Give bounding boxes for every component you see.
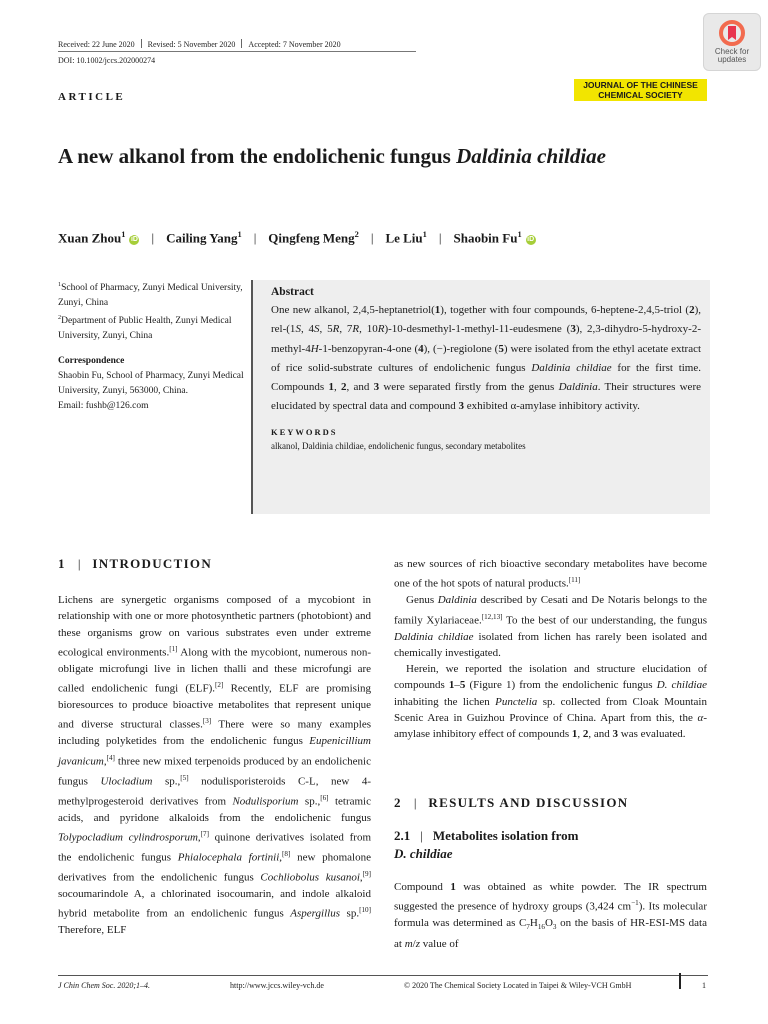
author[interactable]: Qingfeng Meng$^2$ [268, 229, 359, 246]
separator [141, 39, 142, 48]
journal-name-line2: CHEMICAL SOCIETY [598, 90, 683, 100]
article-type: ARTICLE [58, 91, 126, 103]
correspondence-email[interactable]: Email: fushb@126.com [58, 401, 149, 412]
bookmark-icon [719, 20, 745, 46]
affiliation-1: $^1$School of Pharmacy, Zunyi Medical University, Zunyi, China [58, 282, 243, 309]
abstract-text: One new alkanol, 2,4,5-heptanetriol(1), together with four compounds, 6-heptene-2,4,5-triol (2), rel-(1S, 4S, 5R, 7R, 10R)-10-desmethyl-1-methyl-11-eudesmene (3), 2,3-dihydro-5-hydroxy-2-methyl-4H-1-benzopyran-4-one (4), (−)-regiolone (5) were isolated from the ethyl acetate extract of rice solid-substrate cultures of endolichenic fungus Daldinia childiae for the first time. Compounds 1, 2, and 3 were separated firstly from the genus Daldinia. Their structures were elucidated by spectral data and compound 3 exhibited α-amylase inhibitory activity. [271, 304, 702, 413]
results-text: Compound 1 was obtained as white powder. The IR spectrum suggested the presence of hydroxy groups (3,424 $cm^{-1}$). Its molecular formula was determined as $C_7H_{16}O_3$ on the basis of HR-ESI-MS data at m/z value of [394, 881, 707, 950]
affiliations [58, 278, 248, 414]
author-list [58, 229, 536, 246]
subsection-heading: 2.1 | Metabolites isolation from D. childiae [394, 828, 579, 861]
received-date: Received: 22 June 2020 [58, 40, 135, 49]
footer-copyright: © 2020 The Chemical Society Located in Taipei & Wiley-VCH GmbH [404, 981, 632, 990]
footer-citation: J Chin Chem Soc. 2020;1–4. [58, 981, 150, 990]
journal-name-line1: JOURNAL OF THE CHINESE [583, 80, 698, 90]
author[interactable]: Xuan Zhou$^1$iD [58, 229, 138, 246]
abstract-box [251, 280, 710, 514]
keywords-heading: KEYWORDS [271, 426, 338, 437]
correspondence-text: Shaobin Fu, School of Pharmacy, Zunyi Medical University, Zunyi, 563000, China. [58, 371, 244, 397]
title-text: A new alkanol from the endolichenic fungus [58, 144, 457, 168]
author[interactable]: Le Liu$^1$ [385, 229, 427, 246]
journal-banner [574, 79, 707, 101]
page-number: 1 [702, 981, 706, 990]
paper-title [58, 141, 658, 171]
introduction-text: Lichens are synergetic organisms composed of a mycobiont in relationship with one or more photosynthetic partners (photobiont) and these organisms grow on various substrates even under extreme ecological environments.[1] Along with the mycobiont, numerous non-obligate microfungi live in lichen thalli and these microfungi are called endolichenic fungi (ELF).[2] Recently, ELF are promising bioresources to produce bioactive metabolites that represent unique and diverse structural classes.[3] There were so many examples including polyketides from the endolichenic fungus Eupenicillium javanicum,[4] three new mixed terpenoids produced by an endolichenic fungus Ulocladium sp.,[5] nodulisporisteroids C-L, new 4-methylprogesteroid derivatives from Nodulisporium sp.,[6] tetramic acids, and pyridone alkaloids from the endolichenic fungus Tolypocladium cylindrosporum,[7] quinone derivatives isolated from the endolichenic fungus Phialocephala fortinii,[8] new phomalone derivatives from the endolichenic fungus Cochliobolus kusanoi,[9] socoumarindole A, a chlorinated isocoumarin, and indole alkaloid hybrid metabolite from an endolichenic fungus Aspergillus sp.[10] Therefore, ELF [58, 594, 372, 936]
affiliation-2: $^2$Department of Public Health, Zunyi Medical University, Zunyi, China [58, 315, 232, 342]
article-dates [58, 39, 341, 49]
abstract-heading: Abstract [271, 286, 314, 298]
orcid-icon[interactable]: iD [527, 236, 535, 244]
title-species: Daldinia childiae [456, 144, 607, 168]
author-separator: | [253, 230, 257, 246]
separator [241, 39, 242, 48]
author[interactable]: Shaobin Fu$^1$iD [453, 229, 535, 246]
footer-divider [679, 973, 681, 989]
check-for-updates-label: Check for updates [714, 47, 750, 64]
footer-rule [58, 975, 708, 976]
revised-date: Revised: 5 November 2020 [147, 40, 236, 49]
header-rule [58, 51, 416, 52]
keywords-list: alkanol, Daldinia childiae, endolichenic fungus, secondary metabolites [271, 440, 526, 451]
accepted-date: Accepted: 7 November 2020 [248, 40, 341, 49]
correspondence-label: Correspondence [58, 356, 125, 367]
orcid-icon[interactable]: iD [130, 236, 138, 244]
introduction-text-continued: as new sources of rich bioactive secondary metabolites have become one of the hot spots of natural products.[11] Genus Daldinia described by Cesati and De Notaris belongs to the family Xylariaceae.[12,13] To the best of our understanding, the fungus Daldinia childiae isolated from lichen has rarely been isolated and chemically investigated. Herein, we reported the isolation and structure elucidation of compounds 1–5 (Figure 1) from the endolichenic fungus D. childiae inhabiting the lichen Punctelia sp. collected from Cloak Mountain Scenic Area in Guizhou Province of China. Apart from this, the α-amylase inhibitory effect of compounds 1, 2, and 3 was evaluated. [394, 558, 708, 741]
author-separator: | [438, 230, 442, 246]
doi[interactable]: DOI: 10.1002/jccs.202000274 [58, 56, 156, 65]
author-separator: | [370, 230, 374, 246]
check-for-updates-badge[interactable] [703, 13, 761, 71]
section-heading-results: 2 | RESULTS AND DISCUSSION [394, 795, 629, 810]
author[interactable]: Cailing Yang$^1$ [166, 229, 242, 246]
footer-url[interactable]: http://www.jccs.wiley-vch.de [230, 981, 324, 990]
section-heading-introduction: 1 | INTRODUCTION [58, 556, 213, 571]
author-separator: | [151, 230, 155, 246]
